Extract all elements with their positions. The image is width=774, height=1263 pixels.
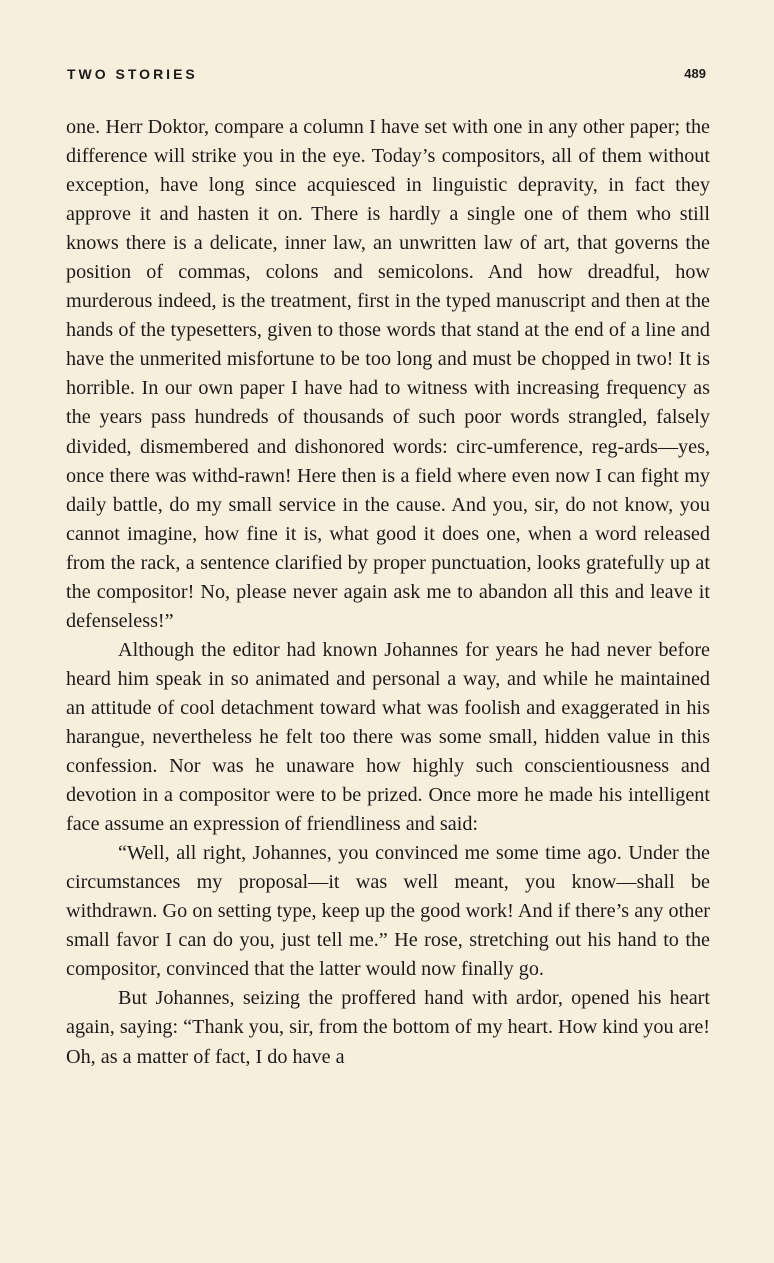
body-text xyxy=(66,113,710,1072)
running-head: TWO STORIES xyxy=(67,66,198,82)
paragraph-johannes-thanks: But Johannes, seizing the proffered hand with ardor, opened his heart again, saying: “Thank you, sir, from the bottom of my heart. How kind you are! Oh, as a matter of fact, I do have a xyxy=(66,987,710,1068)
paragraph-continued: one. Herr Doktor, compare a column I have set with one in any other paper; the difference will strike you in the eye. Today’s compositors, all of them without exception, have long since acquiesced in linguistic depravity, in fact they approve it and hasten it on. There is hardly a single one of them who still knows there is a delicate, inner law, an unwritten law of art, that governs the position of commas, colons and semicolons. And how dreadful, how murderous indeed, is the treatment, first in the typed manuscript and then at the hands of the typesetters, given to those words that stand at the end of a line and have the unmerited misfortune to be too long and must be chopped in two! It is horrible. In our own paper I have had to witness with increasing frequency as the years pass hundreds of thousands of such poor words strangled, falsely divided, dismembered and dishonored words: circ-umference, reg-ards—yes, once there was withd-rawn! Here then is a field where even now I can fight my daily battle, do my small service in the cause. And you, sir, do not know, you cannot imagine, how fine it is, what good it does one, when a word released from the rack, a sentence clarified by proper punctuation, looks gratefully up at the compositor! No, please never again ask me to abandon all this and leave it defenseless!” xyxy=(66,116,710,632)
paragraph-editor-reply: “Well, all right, Johannes, you convinced me some time ago. Under the circumstances my proposal—it was well meant, you know—shall be withdrawn. Go on setting type, keep up the good work! And if there’s any other small favor I can do you, just tell me.” He rose, stretching out his hand to the compositor, convinced that the latter would now finally go. xyxy=(66,842,710,981)
paragraph-editor-reaction: Although the editor had known Johannes for years he had never before heard him speak in so animated and personal a way, and while he maintained an attitude of cool detachment toward what was foolish and exaggerated in his harangue, nevertheless he felt too there was some small, hidden value in this confession. Nor was he unaware how highly such conscientiousness and devotion in a compositor were to be prized. Once more he made his intelligent face assume an expression of friendliness and said: xyxy=(66,638,710,836)
page-number: 489 xyxy=(684,66,706,81)
